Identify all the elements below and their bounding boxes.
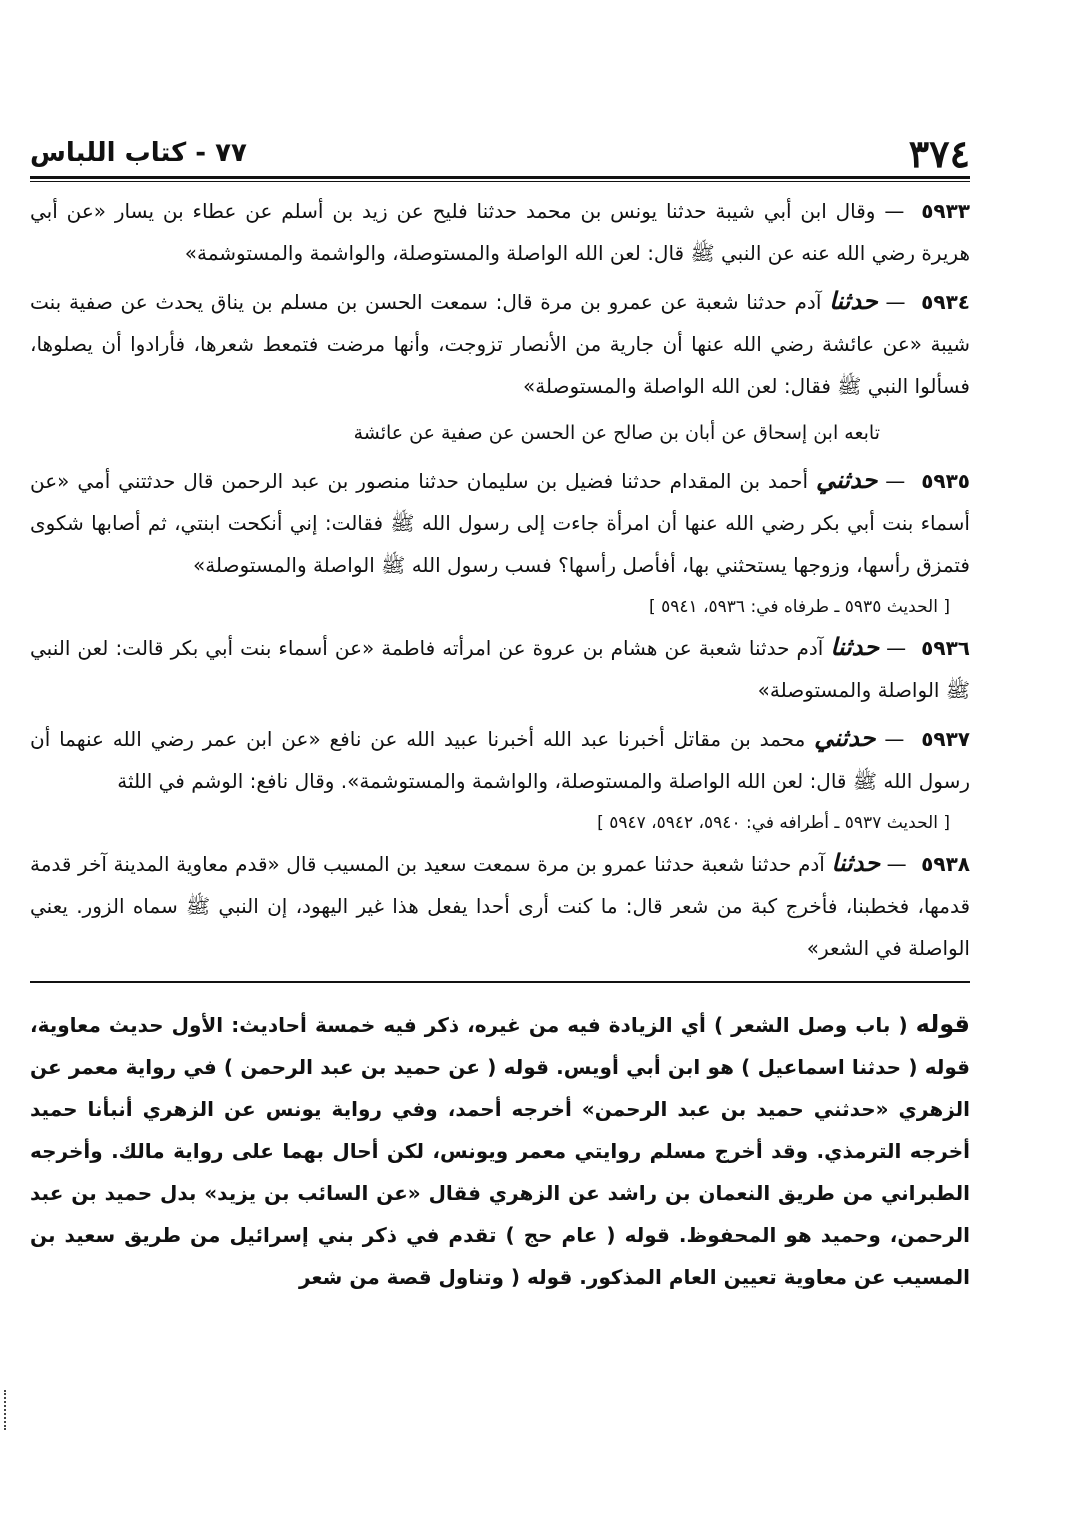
header-rule-thin <box>30 181 970 182</box>
header-rule <box>30 176 970 179</box>
commentary <box>30 1003 970 1298</box>
commentary-body: ( باب وصل الشعر ) أي الزيادة فيه من غيره، ذكر فيه خمسة أحاديث: الأول حديث معاوية، قوله ( حدثنا اسماعيل ) هو ابن أبي أويس. قوله ( عن حميد بن عبد الرحمن ) في رواية معمر عن الزهري «حدثني حميد بن عبد الرحمن» أخرجه أحمد، وفي رواية يونس عن الزهري أنبأنا حميد أخرجه الترمذي. وقد أخرج مسلم روايتي معمر ويونس، لكن أحال بهما على رواية مالك. وأخرجه الطبراني من طريق النعمان بن راشد عن الزهري فقال «عن السائب بن يزيد» بدل حميد بن عبد الرحمن، وحميد هو المحفوظ. قوله ( عام حج ) تقدم في ذكر بني إسرائيل من طريق سعيد بن المسيب عن معاوية تعيين العام المذكور. قوله ( وتناول قصة من شعر <box>30 1013 970 1289</box>
hadith-body: آدم حدثنا شعبة حدثنا عمرو بن مرة سمعت سعيد بن المسيب قال «قدم معاوية المدينة آخر قدمة قدمها، فخطبنا، فأخرج كبة من شعر قال: ما كنت أرى أحدا يفعل هذا غير اليهود، إن النبي ﷺ سماه الزور. يعني الواصلة في الشعر» <box>30 852 970 960</box>
hadith-number: ٥٩٣٥ <box>921 469 971 493</box>
hadith-number: ٥٩٣٦ <box>921 636 970 660</box>
hadith-5935: ٥٩٣٥ — حدثني أحمد بن المقدام حدثنا فضيل بن سليمان حدثنا منصور بن عبد الرحمن قال حدثتني أمي «عن أسماء بنت أبي بكر رضي الله عنها أن امرأة جاءت إلى رسول الله ﷺ فقالت: إني أنكحت ابنتي، ثم أصابها شكوى فتمزق رأسها، وزوجها يستحثني بها، أفأصل رأسها؟ فسب رسول الله ﷺ الواصلة والمستوصلة» <box>30 466 971 577</box>
page-header <box>30 128 970 178</box>
hadith-opener: حدثني <box>814 724 876 752</box>
page-number: ٣٧٤ <box>908 130 970 176</box>
tabaah-line: تابعه ابن إسحاق عن أبان بن صالح عن الحسن عن صفية عن عائشة <box>353 422 880 444</box>
hadith-5937: ٥٩٣٧ — حدثني محمد بن مقاتل أخبرنا عبد الله أخبرنا عبيد الله عن نافع «عن ابن عمر رضي الله عنهما أن رسول الله ﷺ قال: لعن الله الواصلة والمستوصلة، والواشمة والمستوشمة». وقال نافع: الوشم في اللثة <box>30 724 971 793</box>
commentary-marker: قوله <box>915 1010 970 1038</box>
hadith-body: محمد بن مقاتل أخبرنا عبد الله أخبرنا عبيد الله عن نافع «عن ابن عمر رضي الله عنهما أن رسول الله ﷺ قال: لعن الله الواصلة والمستوصلة، والواشمة والمستوشمة». وقال نافع: الوشم في اللثة <box>30 727 970 793</box>
hadith-opener: حدثنا <box>831 849 881 877</box>
hadith-body: آدم حدثنا شعبة عن هشام بن عروة عن امرأته فاطمة «عن أسماء بنت أبي بكر قالت: لعن النبي ﷺ الواصلة والمستوصلة» <box>30 636 970 702</box>
book-title: ٧٧ - كتاب اللباس <box>30 138 247 168</box>
hadith-body: وقال ابن أبي شيبة حدثنا يونس بن محمد حدثنا فليح عن زيد بن أسلم عن عطاء بن يسار «عن أبي هريرة رضي الله عنه عن النبي ﷺ قال: لعن الله الواصلة والمستوصلة، والواشمة والمستوشمة» <box>30 199 970 265</box>
hadith-number: ٥٩٣٧ <box>921 727 971 751</box>
hadith-number: ٥٩٣٨ <box>921 852 970 876</box>
hadith-body: أحمد بن المقدام حدثنا فضيل بن سليمان حدثنا منصور بن عبد الرحمن قال حدثتني أمي «عن أسماء بنت أبي بكر رضي الله عنها أن امرأة جاءت إلى رسول الله ﷺ فقالت: إني أنكحت ابنتي، ثم أصابها شكوى فتمزق رأسها، وزوجها يستحثني بها، أفأصل رأسها؟ فسب رسول الله ﷺ الواصلة والمستوصلة» <box>30 469 970 577</box>
hadith-number: ٥٩٣٣ <box>921 199 971 223</box>
hadith-5934: ٥٩٣٤ — حدثنا آدم حدثنا شعبة عن عمرو بن مرة قال: سمعت الحسن بن مسلم بن يناق يحدث عن صفية بنت شيبة «عن عائشة رضي الله عنها أن جارية من الأنصار تزوجت، وأنها مرضت فتمعط شعرها، فأرادوا أن يصلوها، فسألوا النبي ﷺ فقال: لعن الله الواصلة والمستوصلة» <box>30 287 970 398</box>
cross-reference-note: [ الحديث ٥٩٣٥ ـ طرفاه في: ٥٩٣٦، ٥٩٤١ ] <box>649 597 950 617</box>
hadith-opener: حدثنا <box>829 287 878 315</box>
hadith-number: ٥٩٣٤ <box>921 290 970 314</box>
hadith-opener: حدثني <box>815 466 878 494</box>
cross-reference-note: [ الحديث ٥٩٣٧ ـ أطرافه في: ٥٩٤٠، ٥٩٤٢، ٥٩٤٧ ] <box>597 813 950 833</box>
commentary-divider <box>30 981 970 983</box>
hadith-body: آدم حدثنا شعبة عن عمرو بن مرة قال: سمعت الحسن بن مسلم بن يناق يحدث عن صفية بنت شيبة «عن عائشة رضي الله عنها أن جارية من الأنصار تزوجت، وأنها مرضت فتمعط شعرها، فأرادوا أن يصلوها، فسألوا النبي ﷺ فقال: لعن الله الواصلة والمستوصلة» <box>30 290 970 398</box>
hadith-opener: حدثنا <box>830 633 880 661</box>
hadith-text <box>30 190 970 1318</box>
margin-mark <box>4 1390 12 1430</box>
hadith-5938: ٥٩٣٨ — حدثنا آدم حدثنا شعبة حدثنا عمرو بن مرة سمعت سعيد بن المسيب قال «قدم معاوية المدينة آخر قدمة قدمها، فخطبنا، فأخرج كبة من شعر قال: ما كنت أرى أحدا يفعل هذا غير اليهود، إن النبي ﷺ سماه الزور. يعني الواصلة في الشعر» <box>30 849 970 960</box>
hadith-5936: ٥٩٣٦ — حدثنا آدم حدثنا شعبة عن هشام بن عروة عن امرأته فاطمة «عن أسماء بنت أبي بكر قالت: لعن النبي ﷺ الواصلة والمستوصلة» <box>30 633 970 702</box>
hadith-5933: ٥٩٣٣ — وقال ابن أبي شيبة حدثنا يونس بن محمد حدثنا فليح عن زيد بن أسلم عن عطاء بن يسار «عن أبي هريرة رضي الله عنه عن النبي ﷺ قال: لعن الله الواصلة والمستوصلة، والواشمة والمستوشمة» <box>30 199 971 265</box>
